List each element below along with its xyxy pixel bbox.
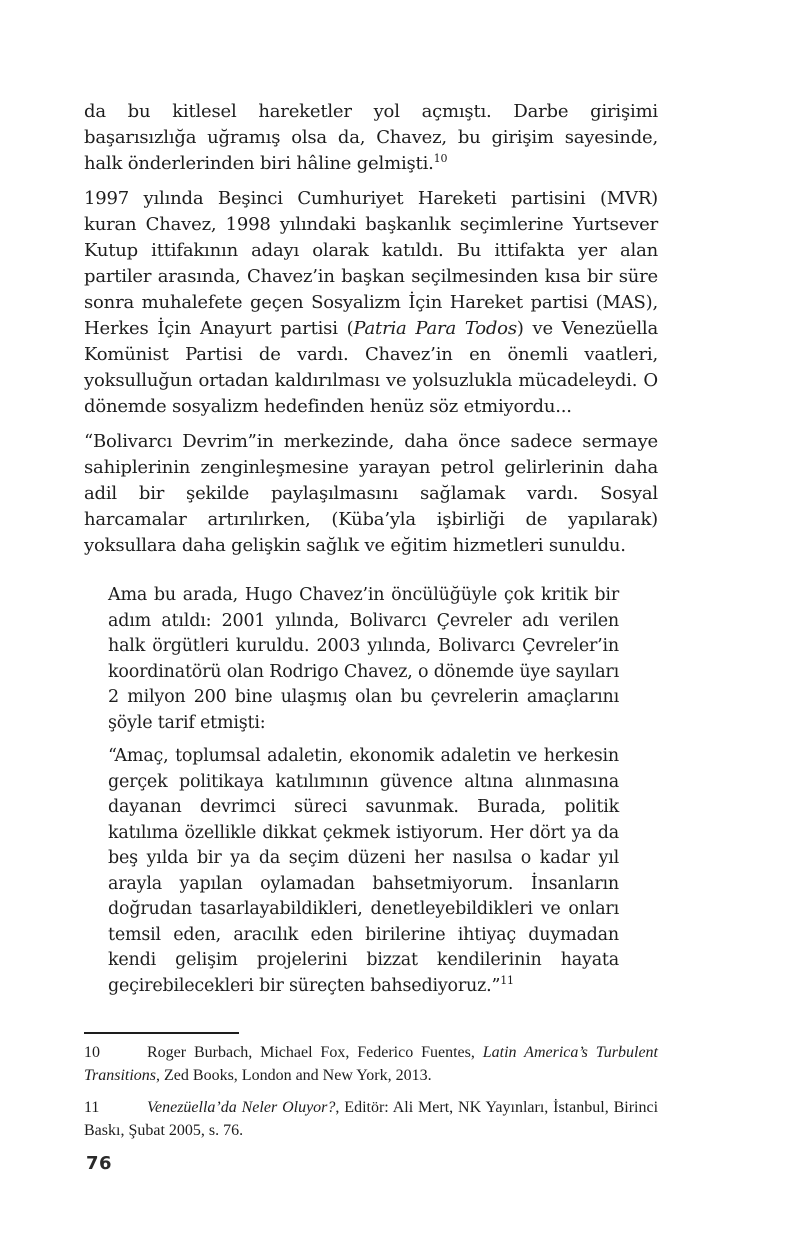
footnote-11-text-continued: , Editör: Ali Mert, NK Yayınları, İstanbul, Birinci Baskı, Şubat 2005, s. 76. bbox=[84, 1099, 659, 1139]
footnote-ref-11: 11 bbox=[500, 973, 514, 987]
footnotes-section bbox=[84, 1032, 658, 1152]
footnote-10-number: 10 bbox=[84, 1044, 100, 1061]
paragraph-2-italic-title: Patria Para Todos bbox=[353, 318, 517, 339]
paragraph-1-text: da bu kitlesel hareketler yol açmıştı. Darbe girişimi başarısızlığa uğramış olsa da, Chavez, bu girişim sayesinde, halk önderlerinden biri hâline gelmişti. bbox=[84, 101, 658, 174]
paragraph-2-text-continued: ) ve Venezüella Komünist Partisi de vardı. Chavez’in en önemli vaatleri, yoksulluğun ortadan kaldırılması ve yolsuzlukla mücadeleydi. O dönemde sosyalizm hedefinden henüz söz etmiyordu... bbox=[84, 318, 658, 417]
paragraph-2 bbox=[84, 186, 658, 420]
paragraph-2-text: 1997 yılında Beşinci Cumhuriyet Hareketi partisini (MVR) kuran Chavez, 1998 yılındaki başkanlık seçimlerine Yurtsever Kutup ittifakının adayı olarak katıldı. Bu ittifakta yer alan partiler arasında, Chavez’in başkan seçilmesinden kısa bir süre sonra muhalefete geçen Sosyalizm İçin Hareket partisi (MAS), Herkes İçin Anayurt partisi ( bbox=[84, 188, 658, 339]
footnote-11-number: 11 bbox=[84, 1099, 100, 1116]
footnote-ref-10: 10 bbox=[433, 152, 448, 165]
paragraph-3 bbox=[84, 429, 658, 559]
footnote-10-text: Roger Burbach, Michael Fox, Federico Fuentes, bbox=[147, 1044, 483, 1061]
footnote-11-italic-title: Venezüella’da Neler Oluyor? bbox=[147, 1099, 336, 1116]
block-quote bbox=[108, 583, 619, 999]
page-number: 76 bbox=[86, 1153, 113, 1174]
quote-paragraph-1: Ama bu arada, Hugo Chavez’in öncülüğüyle çok kritik bir adım atıldı: 2001 yılında, Bolivarcı Çevreler adı verilen halk örgütleri kuruldu. 2003 yılında, Bolivarcı Çevreler’in koordinatörü olan Rodrigo Chavez, o dönemde üye sayıları 2 milyon 200 bine ulaşmış olan bu çevrelerin amaçlarını şöyle tarif etmişti: bbox=[108, 585, 619, 733]
footnote-10-italic-title: Latin America’s Turbulent Transitions bbox=[84, 1044, 658, 1084]
footnote-separator-rule bbox=[84, 1032, 239, 1034]
footnote-10 bbox=[84, 1042, 658, 1087]
quote-paragraph-2-text: “Amaç, toplumsal adaletin, ekonomik adaletin ve herkesin gerçek politikaya katılımının güvence altına alınmasına dayanan devrimci süreci savunmak. Burada, politik katılıma özellikle dikkat çekmek istiyorum. Her dört ya da beş yılda bir ya da seçim düzeni her nasılsa o kadar yıl arayla yapılan oylamadan bahsetmiyorum. İnsanların doğrudan tasarlayabildikleri, denetleyebildikleri ve onları temsil eden, aracılık eden birilerine ihtiyaç duymadan kendi gelişim projelerini bizzat kendilerinin hayata geçirebilecekleri bir süreçten bahsediyoruz.” bbox=[108, 746, 619, 996]
paragraph-1 bbox=[84, 99, 658, 177]
quote-paragraph-2 bbox=[108, 744, 619, 999]
footnote-10-text-continued: , Zed Books, London and New York, 2013. bbox=[156, 1066, 432, 1084]
paragraph-3-text: “Bolivarcı Devrim”in merkezinde, daha önce sadece sermaye sahiplerinin zenginleşmesine yarayan petrol gelirlerinin daha adil bir şekilde paylaşılmasını sağlamak vardı. Sosyal harcamalar artırılırken, (Küba’yla işbirliği de yapılarak) yoksullara daha gelişkin sağlık ve eğitim hizmetleri sunuldu. bbox=[84, 431, 658, 556]
page-content bbox=[84, 99, 658, 1007]
footnote-11 bbox=[84, 1097, 658, 1142]
